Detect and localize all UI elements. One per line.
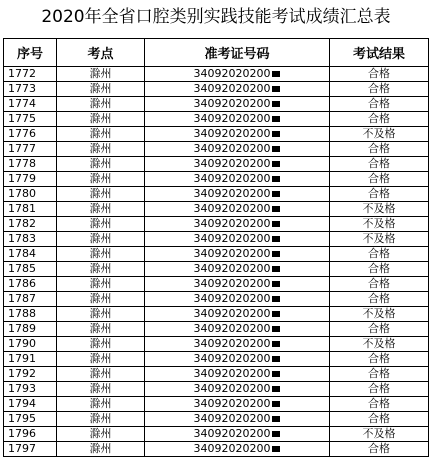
row-result-text: 合格	[368, 397, 390, 410]
row-seq	[4, 202, 57, 217]
redaction-mark	[272, 71, 280, 77]
row-exam-id-text: 34092020200	[193, 202, 271, 215]
table-row	[4, 292, 429, 307]
row-exam-id	[145, 97, 330, 112]
row-result-text: 合格	[368, 172, 390, 185]
row-result	[330, 382, 429, 397]
row-exam-id	[145, 352, 330, 367]
row-seq-text: 1794	[8, 397, 36, 410]
row-site	[57, 367, 145, 382]
row-site	[57, 427, 145, 442]
row-seq-text: 1783	[8, 232, 36, 245]
row-site	[57, 352, 145, 367]
redaction-mark	[272, 401, 280, 407]
redaction-mark	[272, 281, 280, 287]
table-row	[4, 262, 429, 277]
row-site-text: 滁州	[89, 82, 112, 95]
row-site-text: 滁州	[89, 232, 112, 245]
row-result-text: 合格	[368, 277, 390, 290]
row-site-text: 滁州	[89, 127, 112, 140]
row-seq	[4, 292, 57, 307]
row-result	[330, 97, 429, 112]
row-result-text: 合格	[368, 142, 390, 155]
table-row	[4, 112, 429, 127]
redaction-mark	[272, 146, 280, 152]
row-result-text: 合格	[368, 247, 390, 260]
table-row	[4, 127, 429, 142]
row-site-text: 滁州	[89, 142, 112, 155]
row-result	[330, 142, 429, 157]
row-site-text: 滁州	[89, 97, 112, 110]
table-row	[4, 157, 429, 172]
row-exam-id	[145, 367, 330, 382]
row-result	[330, 232, 429, 247]
row-seq-text: 1779	[8, 172, 36, 185]
row-result	[330, 337, 429, 352]
row-site	[57, 82, 145, 97]
row-result-text: 合格	[368, 187, 390, 200]
row-exam-id-text: 34092020200	[193, 307, 271, 320]
row-site-text: 滁州	[89, 112, 112, 125]
row-result	[330, 427, 429, 442]
row-site	[57, 382, 145, 397]
redaction-mark	[272, 431, 280, 437]
row-exam-id-text: 34092020200	[193, 322, 271, 335]
table-row	[4, 412, 429, 427]
row-seq	[4, 412, 57, 427]
row-site-text: 滁州	[89, 157, 112, 170]
row-site	[57, 202, 145, 217]
row-exam-id	[145, 322, 330, 337]
row-exam-id	[145, 292, 330, 307]
row-exam-id-text: 34092020200	[193, 277, 271, 290]
row-exam-id-text: 34092020200	[193, 427, 271, 440]
row-seq-text: 1786	[8, 277, 36, 290]
row-result-text: 不及格	[362, 427, 396, 440]
row-exam-id-text: 34092020200	[193, 442, 271, 455]
table-row	[4, 397, 429, 412]
row-result-text: 不及格	[362, 232, 396, 245]
row-seq	[4, 397, 57, 412]
row-result-text: 不及格	[362, 217, 396, 230]
redaction-mark	[272, 86, 280, 92]
row-result-text: 合格	[368, 97, 390, 110]
table-row	[4, 202, 429, 217]
row-site	[57, 337, 145, 352]
row-seq	[4, 427, 57, 442]
table-row	[4, 142, 429, 157]
row-seq-text: 1795	[8, 412, 36, 425]
row-site	[57, 322, 145, 337]
row-seq-text: 1787	[8, 292, 36, 305]
row-result-text: 合格	[368, 262, 390, 275]
row-exam-id-text: 34092020200	[193, 367, 271, 380]
row-result-text: 合格	[368, 442, 390, 455]
redaction-mark	[272, 416, 280, 422]
row-seq-text: 1773	[8, 82, 36, 95]
row-site-text: 滁州	[89, 337, 112, 350]
row-site-text: 滁州	[89, 307, 112, 320]
row-seq-text: 1784	[8, 247, 36, 260]
row-result-text: 合格	[368, 367, 390, 380]
row-exam-id	[145, 202, 330, 217]
table-row	[4, 187, 429, 202]
row-exam-id	[145, 277, 330, 292]
row-site-text: 滁州	[89, 352, 112, 365]
redaction-mark	[272, 266, 280, 272]
table-row	[4, 247, 429, 262]
row-seq	[4, 187, 57, 202]
row-exam-id-text: 34092020200	[193, 157, 271, 170]
row-exam-id-text: 34092020200	[193, 412, 271, 425]
header-row	[4, 39, 429, 67]
table-row	[4, 67, 429, 82]
row-exam-id	[145, 157, 330, 172]
row-site	[57, 112, 145, 127]
row-seq-text: 1785	[8, 262, 36, 275]
row-site	[57, 307, 145, 322]
row-result	[330, 397, 429, 412]
row-result	[330, 247, 429, 262]
row-site-text: 滁州	[89, 217, 112, 230]
row-seq	[4, 442, 57, 457]
redaction-mark	[272, 386, 280, 392]
row-exam-id	[145, 82, 330, 97]
row-site-text: 滁州	[89, 202, 112, 215]
row-result-text: 合格	[368, 112, 390, 125]
row-site	[57, 262, 145, 277]
row-result-text: 合格	[368, 292, 390, 305]
row-seq-text: 1791	[8, 352, 36, 365]
row-site-text: 滁州	[89, 247, 112, 260]
row-site	[57, 277, 145, 292]
row-seq-text: 1778	[8, 157, 36, 170]
row-seq-text: 1793	[8, 382, 36, 395]
row-exam-id-text: 34092020200	[193, 97, 271, 110]
row-result	[330, 127, 429, 142]
row-exam-id	[145, 232, 330, 247]
row-seq	[4, 172, 57, 187]
row-result-text: 不及格	[362, 202, 396, 215]
table-row	[4, 322, 429, 337]
row-result	[330, 157, 429, 172]
table-row	[4, 232, 429, 247]
table-row	[4, 427, 429, 442]
redaction-mark	[272, 191, 280, 197]
row-exam-id	[145, 337, 330, 352]
row-seq	[4, 337, 57, 352]
row-result-text: 不及格	[362, 337, 396, 350]
redaction-mark	[272, 161, 280, 167]
row-result-text: 不及格	[362, 127, 396, 140]
row-result	[330, 277, 429, 292]
row-seq	[4, 247, 57, 262]
column-header-site: 考点	[57, 39, 145, 67]
row-result	[330, 112, 429, 127]
row-exam-id-text: 34092020200	[193, 292, 271, 305]
row-seq-text: 1782	[8, 217, 36, 230]
row-result-text: 合格	[368, 157, 390, 170]
redaction-mark	[272, 236, 280, 242]
row-result	[330, 262, 429, 277]
row-seq	[4, 127, 57, 142]
row-exam-id	[145, 442, 330, 457]
row-site-text: 滁州	[89, 442, 112, 455]
row-seq	[4, 262, 57, 277]
row-site-text: 滁州	[89, 322, 112, 335]
row-exam-id	[145, 67, 330, 82]
row-result	[330, 412, 429, 427]
table-row	[4, 172, 429, 187]
redaction-mark	[272, 356, 280, 362]
row-seq	[4, 112, 57, 127]
column-header-id: 准考证号码	[145, 39, 330, 67]
row-site-text: 滁州	[89, 412, 112, 425]
redaction-mark	[272, 341, 280, 347]
row-seq-text: 1774	[8, 97, 36, 110]
row-exam-id-text: 34092020200	[193, 127, 271, 140]
row-site-text: 滁州	[89, 397, 112, 410]
row-result	[330, 352, 429, 367]
column-header-seq: 序号	[4, 39, 57, 67]
row-exam-id	[145, 307, 330, 322]
redaction-mark	[272, 296, 280, 302]
table-row	[4, 97, 429, 112]
redaction-mark	[272, 446, 280, 452]
row-seq	[4, 367, 57, 382]
row-exam-id-text: 34092020200	[193, 232, 271, 245]
row-seq-text: 1776	[8, 127, 36, 140]
row-site-text: 滁州	[89, 292, 112, 305]
row-seq	[4, 277, 57, 292]
row-site	[57, 127, 145, 142]
row-exam-id-text: 34092020200	[193, 352, 271, 365]
row-site	[57, 97, 145, 112]
row-seq-text: 1772	[8, 67, 36, 80]
row-seq-text: 1789	[8, 322, 36, 335]
row-exam-id-text: 34092020200	[193, 112, 271, 125]
row-result	[330, 187, 429, 202]
row-result-text: 合格	[368, 322, 390, 335]
row-result	[330, 307, 429, 322]
redaction-mark	[272, 131, 280, 137]
table-row	[4, 442, 429, 457]
row-seq	[4, 382, 57, 397]
row-result-text: 合格	[368, 67, 390, 80]
row-seq-text: 1781	[8, 202, 36, 215]
row-exam-id	[145, 427, 330, 442]
row-exam-id-text: 34092020200	[193, 172, 271, 185]
row-seq-text: 1788	[8, 307, 36, 320]
row-exam-id-text: 34092020200	[193, 187, 271, 200]
row-site	[57, 217, 145, 232]
row-result	[330, 82, 429, 97]
row-site-text: 滁州	[89, 427, 112, 440]
table-row	[4, 367, 429, 382]
row-result-text: 不及格	[362, 307, 396, 320]
row-exam-id-text: 34092020200	[193, 262, 271, 275]
row-seq	[4, 322, 57, 337]
row-exam-id	[145, 382, 330, 397]
row-result-text: 合格	[368, 382, 390, 395]
table-row	[4, 307, 429, 322]
row-seq-text: 1777	[8, 142, 36, 155]
row-exam-id	[145, 187, 330, 202]
row-seq-text: 1790	[8, 337, 36, 350]
row-exam-id	[145, 127, 330, 142]
row-seq	[4, 352, 57, 367]
row-exam-id-text: 34092020200	[193, 142, 271, 155]
table-body	[4, 67, 429, 457]
row-seq	[4, 82, 57, 97]
redaction-mark	[272, 176, 280, 182]
row-exam-id	[145, 142, 330, 157]
redaction-mark	[272, 206, 280, 212]
row-seq	[4, 142, 57, 157]
redaction-mark	[272, 116, 280, 122]
row-site	[57, 142, 145, 157]
row-exam-id-text: 34092020200	[193, 397, 271, 410]
row-site	[57, 157, 145, 172]
row-site	[57, 67, 145, 82]
row-seq-text: 1780	[8, 187, 36, 200]
page-title: 2020年全省口腔类别实践技能考试成绩汇总表	[41, 7, 391, 27]
redaction-mark	[272, 251, 280, 257]
row-seq	[4, 97, 57, 112]
row-result	[330, 367, 429, 382]
redaction-mark	[272, 221, 280, 227]
row-exam-id	[145, 172, 330, 187]
row-result	[330, 292, 429, 307]
row-exam-id-text: 34092020200	[193, 382, 271, 395]
row-result	[330, 67, 429, 82]
row-seq-text: 1796	[8, 427, 36, 440]
row-exam-id	[145, 397, 330, 412]
row-site	[57, 442, 145, 457]
row-site	[57, 247, 145, 262]
row-result-text: 合格	[368, 412, 390, 425]
row-result	[330, 202, 429, 217]
table-row	[4, 382, 429, 397]
row-exam-id	[145, 262, 330, 277]
row-site-text: 滁州	[89, 262, 112, 275]
row-exam-id-text: 34092020200	[193, 337, 271, 350]
row-site-text: 滁州	[89, 187, 112, 200]
row-site-text: 滁州	[89, 172, 112, 185]
results-table	[3, 38, 429, 457]
redaction-mark	[272, 101, 280, 107]
table-row	[4, 82, 429, 97]
redaction-mark	[272, 326, 280, 332]
table-row	[4, 352, 429, 367]
row-site	[57, 232, 145, 247]
row-seq	[4, 307, 57, 322]
row-seq-text: 1797	[8, 442, 36, 455]
table-row	[4, 277, 429, 292]
row-result	[330, 442, 429, 457]
table-row	[4, 337, 429, 352]
row-result	[330, 217, 429, 232]
row-exam-id	[145, 112, 330, 127]
redaction-mark	[272, 311, 280, 317]
row-exam-id	[145, 412, 330, 427]
row-result	[330, 172, 429, 187]
row-exam-id	[145, 217, 330, 232]
row-exam-id-text: 34092020200	[193, 247, 271, 260]
row-result-text: 合格	[368, 82, 390, 95]
row-exam-id-text: 34092020200	[193, 67, 271, 80]
row-exam-id	[145, 247, 330, 262]
row-site-text: 滁州	[89, 277, 112, 290]
row-site	[57, 397, 145, 412]
row-seq	[4, 67, 57, 82]
table-row	[4, 217, 429, 232]
row-site-text: 滁州	[89, 367, 112, 380]
row-seq-text: 1775	[8, 112, 36, 125]
row-site-text: 滁州	[89, 67, 112, 80]
row-site	[57, 412, 145, 427]
row-site	[57, 187, 145, 202]
row-result-text: 合格	[368, 352, 390, 365]
column-header-result: 考试结果	[330, 39, 429, 67]
row-site	[57, 172, 145, 187]
row-seq	[4, 157, 57, 172]
row-site-text: 滁州	[89, 382, 112, 395]
row-seq	[4, 232, 57, 247]
row-seq	[4, 217, 57, 232]
row-site	[57, 292, 145, 307]
row-seq-text: 1792	[8, 367, 36, 380]
redaction-mark	[272, 371, 280, 377]
row-exam-id-text: 34092020200	[193, 217, 271, 230]
row-exam-id-text: 34092020200	[193, 82, 271, 95]
row-result	[330, 322, 429, 337]
